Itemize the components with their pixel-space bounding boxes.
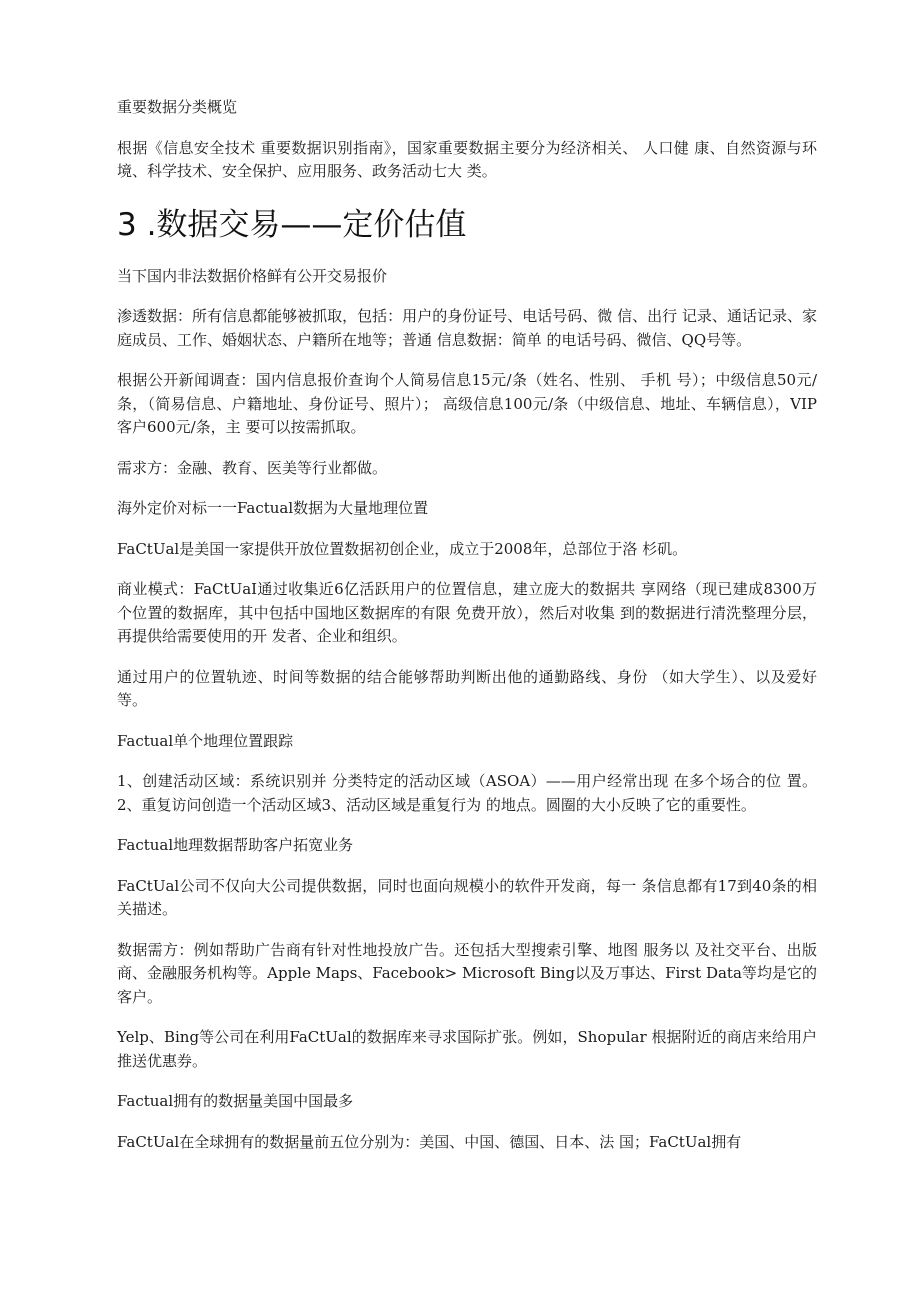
section-heading: 3 .数据交易——定价估值 [117,206,467,243]
paragraph-13: 数据需方：例如帮助广告商有针对性地投放广告。还包括大型搜索引擎、地图 服务以 及社交平台、出版商、金融服务机构等。Apple Maps、Facebook> Microsoft Bing以及万事达、First Data等均是它的客户。 [117,940,817,1006]
intro-paragraph: 根据《信息安全技术 重要数据识别指南》，国家重要数据主要分为经济相关、 人口健 康、自然资源与环境、科学技术、安全保护、应用服务、政务活动七大 类。 [117,138,817,180]
paragraph-9: Factual单个地理位置跟踪 [117,731,294,750]
document-page [117,96,817,1171]
paragraph-12: FaCtUal公司不仅向大公司提供数据，同时也面向规模小的软件开发商，每一 条信息都有17到40条的相关描述。 [117,876,817,918]
section-title: 重要数据分类概览 [117,98,238,116]
paragraph-5: 海外定价对标一一Factual数据为大量地理位置 [117,499,429,517]
paragraph-14: Yelp、Bing等公司在利用FaCtUal的数据库来寻求国际扩张。例如，Shopular 根据附近的商店来给用户推送优惠券。 [117,1028,817,1070]
paragraph-4: 需求方：金融、教育、医美等行业都做。 [117,458,388,477]
paragraph-1: 当下国内非法数据价格鲜有公开交易报价 [117,266,388,285]
paragraph-16: FaCtUal在全球拥有的数据量前五位分别为：美国、中国、德国、日本、法 国；FaCtUal拥有 [117,1132,742,1151]
paragraph-7: 商业模式：FaCtUaI通过收集近6亿活跃用户的位置信息，建立庞大的数据共 享网络（现已建成8300万个位置的数据库，其中包括中国地区数据库的有限 免费开放），然后对收集 到的数据进行清洗整理分层，再提供给需要使用的开 发者、企业和组织。 [117,580,817,645]
paragraph-15: Factual拥有的数据量美国中国最多 [117,1092,354,1110]
paragraph-10: 1、创建活动区域：系统识别并 分类特定的活动区域（ASOA）——用户经常出现 在多个场合的位 置。2、重复访问创造一个活动区域3、活动区域是重复行为 的地点。圆圈的大小反映了它的重要性。 [117,772,817,814]
paragraph-3: 根据公开新闻调查：国内信息报价查询个人简易信息15元/条（姓名、性别、 手机 号）；中级信息50元/条，（简易信息、户籍地址、身份证号、照片）； 高级信息100元/条（中级信息、地址、车辆信息），VIP客户600元/条，主 要可以按需抓取。 [117,371,817,436]
paragraph-2: 渗透数据：所有信息都能够被抓取，包括：用户的身份证号、电话号码、微 信、出行 记录、通话记录、家庭成员、工作、婚姻状态、户籍所在地等；普通 信息数据：简单 的电话号码、微信、QQ号等。 [117,307,817,349]
paragraph-8: 通过用户的位置轨迹、时间等数据的结合能够帮助判断出他的通勤路线、身份 （如大学生）、以及爱好等。 [117,667,817,709]
paragraph-11: Factual地理数据帮助客户拓宽业务 [117,836,354,854]
paragraph-6: FaCtUal是美国一家提供开放位置数据初创企业，成立于2008年，总部位于洛 杉矶。 [117,539,688,558]
